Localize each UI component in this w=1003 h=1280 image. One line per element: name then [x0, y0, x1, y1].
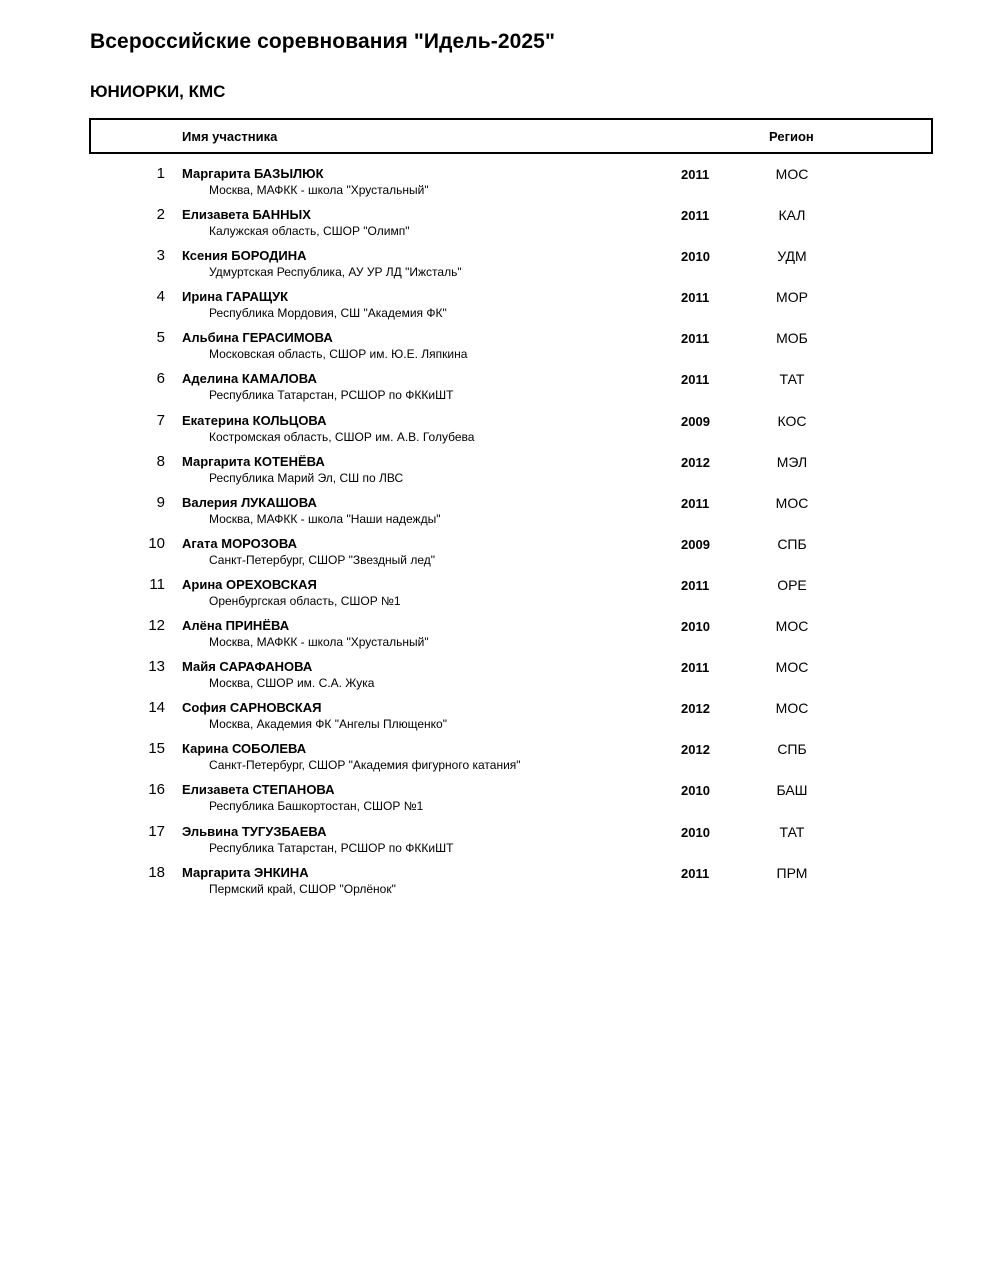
participant-region: МОБ: [776, 330, 808, 347]
table-header: [89, 118, 933, 154]
participant-club: Республика Татарстан, РСШОР по ФККиШТ: [209, 388, 454, 403]
participant-rank: 13: [148, 658, 165, 676]
participant-name: София САРНОВСКАЯ: [182, 700, 322, 716]
participant-name: Валерия ЛУКАШОВА: [182, 494, 317, 510]
participant-birth-year: 2011: [681, 660, 710, 676]
participant-birth-year: 2010: [681, 249, 710, 265]
participant-rank: 10: [148, 534, 165, 552]
participant-row: [0, 616, 1003, 657]
participant-rank: 11: [149, 575, 165, 593]
participant-club: Московская область, СШОР им. Ю.Е. Ляпкина: [209, 347, 468, 362]
participant-name: Арина ОРЕХОВСКАЯ: [182, 576, 317, 592]
participant-birth-year: 2010: [681, 783, 710, 799]
participant-club: Москва, МАФКК - школа "Хрустальный": [209, 183, 429, 197]
participant-region: СПБ: [777, 741, 807, 758]
participant-rank: 16: [148, 781, 165, 799]
participant-region: ОРЕ: [777, 576, 807, 593]
participant-row: [0, 780, 1003, 821]
participant-name: Альбина ГЕРАСИМОВА: [182, 330, 333, 346]
participant-row: [0, 863, 1003, 904]
participant-region: МОС: [775, 618, 809, 635]
participant-region: СПБ: [777, 535, 807, 552]
participant-club: Калужская область, СШОР "Олимп": [209, 224, 410, 239]
participant-birth-year: 2012: [681, 454, 710, 470]
participant-rank: 15: [148, 740, 165, 758]
document-title: Всероссийские соревнования "Идель-2025": [90, 30, 555, 53]
participant-region: БАШ: [776, 782, 808, 799]
participant-club: Республика Башкортостан, СШОР №1: [209, 799, 424, 814]
participant-row: [0, 452, 1003, 493]
participant-row: [0, 246, 1003, 287]
category-heading: ЮНИОРКИ, КМС: [90, 82, 226, 101]
participant-rank: 6: [156, 370, 165, 388]
participant-birth-year: 2010: [681, 824, 710, 840]
participant-row: [0, 822, 1003, 863]
participant-birth-year: 2012: [681, 701, 710, 717]
participant-club: Оренбургская область, СШОР №1: [209, 593, 401, 608]
participant-rank: 17: [148, 822, 165, 840]
participant-name: Агата МОРОЗОВА: [182, 535, 298, 551]
participant-club: Москва, МАФКК - школа "Хрустальный": [209, 635, 429, 650]
participant-club: Удмуртская Республика, АУ УР ЛД "Ижсталь": [209, 265, 462, 280]
participant-row: [0, 493, 1003, 534]
participant-name: Екатерина КОЛЬЦОВА: [182, 412, 327, 428]
participant-birth-year: 2010: [681, 619, 710, 635]
participant-club: Москва, Академия ФК "Ангелы Плющенко": [209, 717, 447, 732]
participant-row: [0, 657, 1003, 698]
column-header-name: Имя участника: [182, 129, 278, 144]
participant-row: [0, 698, 1003, 739]
participant-rank: 8: [156, 452, 165, 470]
participant-name: Елизавета СТЕПАНОВА: [182, 782, 335, 798]
participant-row: [0, 369, 1003, 410]
column-header-region: Регион: [769, 129, 814, 144]
participant-region: МОР: [776, 289, 808, 306]
participant-rank: 2: [156, 206, 165, 224]
participant-row: [0, 164, 1003, 205]
participant-row: [0, 575, 1003, 616]
participant-region: КОС: [777, 412, 807, 429]
participant-region: ТАТ: [779, 823, 805, 840]
participant-region: МЭЛ: [776, 453, 808, 470]
participant-birth-year: 2009: [681, 536, 710, 552]
participant-name: Алёна ПРИНЁВА: [182, 618, 290, 634]
participant-name: Ксения БОРОДИНА: [182, 248, 307, 264]
participant-club: Санкт-Петербург, СШОР "Академия фигурного катания": [209, 758, 521, 773]
participant-rank: 3: [156, 247, 165, 265]
participant-row: [0, 739, 1003, 780]
participant-club: Костромская область, СШОР им. А.В. Голубева: [209, 429, 475, 444]
participant-club: Пермский край, СШОР "Орлёнок": [209, 881, 396, 896]
participant-region: МОС: [775, 700, 809, 717]
participant-name: Майя САРАФАНОВА: [182, 659, 313, 675]
participant-row: [0, 534, 1003, 575]
participant-birth-year: 2011: [681, 167, 710, 182]
participant-name: Елизавета БАННЫХ: [182, 207, 311, 223]
participant-name: Карина СОБОЛЕВА: [182, 741, 307, 757]
participant-rank: 4: [156, 288, 165, 306]
participant-birth-year: 2009: [681, 413, 710, 429]
participant-birth-year: 2011: [681, 372, 710, 388]
participant-rank: 7: [156, 411, 165, 429]
participant-club: Москва, МАФКК - школа "Наши надежды": [209, 511, 441, 526]
participant-row: [0, 287, 1003, 328]
participant-region: УДМ: [777, 248, 807, 265]
participant-birth-year: 2011: [681, 577, 710, 593]
participant-name: Ирина ГАРАЩУК: [182, 289, 289, 305]
participant-club: Республика Марий Эл, СШ по ЛВС: [209, 470, 404, 485]
participant-club: Республика Татарстан, РСШОР по ФККиШТ: [209, 840, 454, 855]
participant-birth-year: 2011: [681, 865, 710, 881]
participant-row: [0, 411, 1003, 452]
participant-row: [0, 328, 1003, 369]
participant-birth-year: 2011: [681, 495, 710, 511]
participant-birth-year: 2011: [681, 331, 710, 347]
participant-rank: 14: [148, 699, 165, 717]
participant-region: МОС: [775, 166, 809, 182]
participant-region: МОС: [775, 494, 809, 511]
participant-birth-year: 2011: [681, 290, 710, 306]
participant-row: [0, 205, 1003, 246]
participant-name: Маргарита БАЗЫЛЮК: [182, 166, 324, 181]
participant-club: Республика Мордовия, СШ "Академия ФК": [209, 306, 447, 321]
participant-name: Эльвина ТУГУЗБАЕВА: [182, 823, 327, 839]
participant-region: КАЛ: [778, 207, 806, 224]
participant-list: [0, 164, 1003, 904]
participant-region: ТАТ: [779, 371, 805, 388]
participant-club: Москва, СШОР им. С.А. Жука: [209, 676, 375, 691]
participant-club: Санкт-Петербург, СШОР "Звездный лед": [209, 552, 436, 567]
participant-name: Аделина КАМАЛОВА: [182, 371, 317, 387]
participant-birth-year: 2012: [681, 742, 710, 758]
participant-region: ПРМ: [776, 864, 808, 881]
participant-rank: 12: [148, 617, 165, 635]
participant-rank: 18: [148, 863, 165, 881]
participant-rank: 5: [156, 329, 165, 347]
participant-rank: 1: [156, 165, 165, 182]
participant-rank: 9: [156, 493, 165, 511]
participant-name: Маргарита КОТЕНЁВА: [182, 453, 325, 469]
participant-birth-year: 2011: [681, 208, 710, 224]
participant-region: МОС: [775, 659, 809, 676]
participant-name: Маргарита ЭНКИНА: [182, 864, 309, 880]
